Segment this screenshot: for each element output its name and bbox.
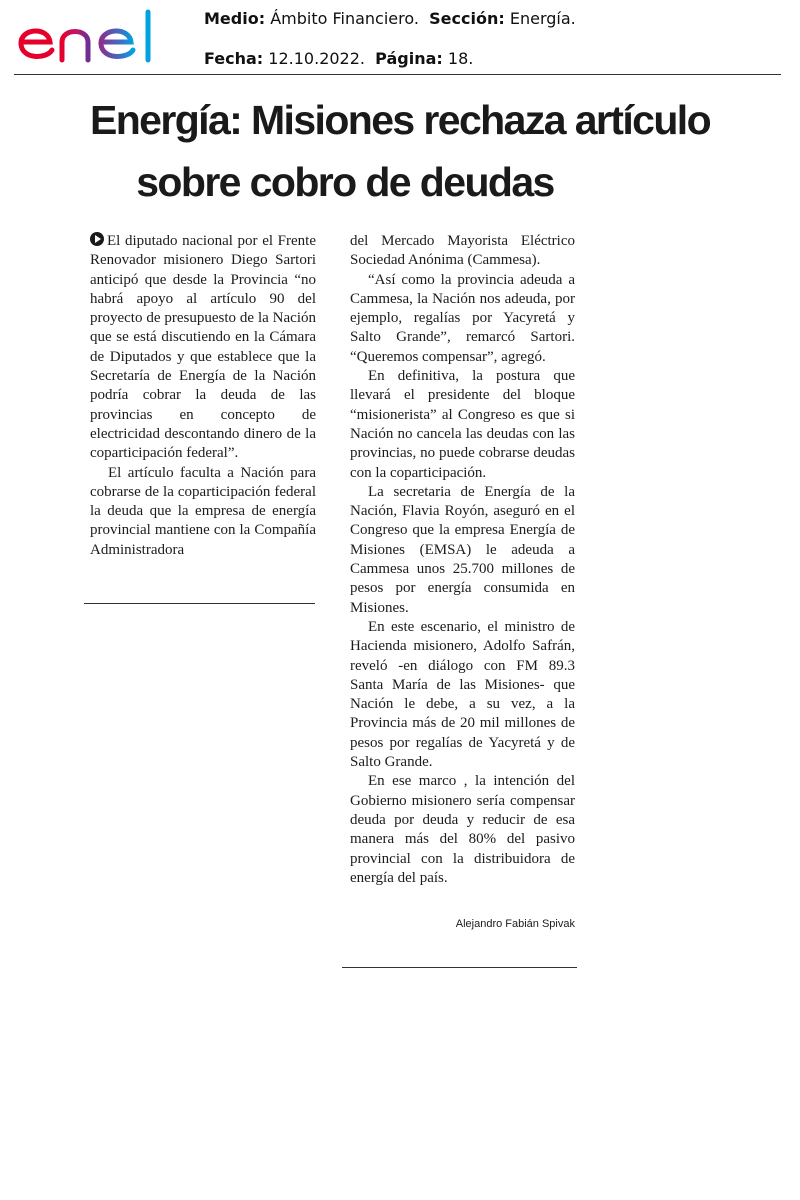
- play-arrow-icon: [90, 232, 104, 246]
- paragraph: En este escenario, el ministro de Hacienda misionero, Adolfo Safrán, reveló -en diálogo con FM 89.3 Santa María de las Misiones- que Nación le debe, a su vez, a la Provincia más de 20 mil millones de pesos por regalías de Yacyretá y de Salto Grande.: [350, 618, 575, 771]
- medio-value: Ámbito Financiero.: [270, 9, 419, 28]
- byline: Alejandro Fabián Spivak: [455, 918, 575, 930]
- fecha-label: Fecha:: [204, 49, 264, 68]
- meta-line-medio: [204, 9, 576, 28]
- left-column-divider: [84, 603, 315, 604]
- pagina-label: Página:: [375, 49, 443, 68]
- right-column-divider: [342, 967, 577, 968]
- header-divider: [14, 74, 781, 75]
- headline-line-1: Energía: Misiones rechaza artículo: [89, 97, 711, 143]
- medio-label: Medio:: [204, 9, 266, 28]
- paragraph-text: El diputado nacional por el Frente Renovador misionero Diego Sartori anticipó que desde la Provincia “no habrá apoyo al artículo 90 del proyecto de presupuesto de la Nación que se está discutiendo en la Cámara de Diputados y que establece que la Secretaría de Energía de la Nación podría cobrar la deuda de las provincias en concepto de electricidad descontando dinero de la coparticipación federal”.: [90, 233, 316, 462]
- logo-letter-e2: [101, 31, 133, 57]
- headline-line-2: sobre cobro de deudas: [136, 159, 554, 205]
- logo-letter-e1: [21, 31, 52, 57]
- meta-line-fecha: [204, 49, 473, 68]
- paragraph: La secretaria de Energía de la Nación, Flavia Royón, aseguró en el Congreso que la empresa Energía de Misiones (EMSA) le adeuda a Cammesa unos 25.700 millones de pesos por energía consumida en Misiones.: [350, 483, 575, 616]
- fecha-value: 12.10.2022.: [268, 49, 365, 68]
- seccion-label: Sección:: [429, 9, 505, 28]
- article-column-right: [350, 232, 575, 888]
- pagina-value: 18.: [447, 49, 474, 68]
- paragraph: En ese marco , la intención del Gobierno misionero sería compensar deuda por deuda y reducir de esa manera más del 80% del pasivo provincial con la distribuidora de energía del país.: [350, 773, 575, 886]
- logo-letter-n: [62, 32, 88, 61]
- paragraph: “Así como la provincia adeuda a Cammesa, la Nación nos adeuda, por ejemplo, regalías por Yacyretá y Salto Grande”, remarcó Sartori. “Queremos compensar”, agregó.: [350, 271, 575, 365]
- article-column-left: [90, 232, 316, 560]
- seccion-value: Energía.: [509, 9, 576, 28]
- enel-logo: [16, 6, 172, 66]
- paragraph: [90, 232, 316, 464]
- paragraph: El artículo faculta a Nación para cobrarse de la coparticipación federal la deuda que la empresa de energía provincial mantiene con la Compañía Administradora: [90, 464, 316, 558]
- paragraph: En definitiva, la postura que llevará el presidente del bloque “misionerista” al Congreso es que si Nación no cancela las deudas con las provincias, no puede cobrarse deudas con la coparticipación.: [350, 368, 575, 481]
- paragraph: del Mercado Mayorista Eléctrico Sociedad Anónima (Cammesa).: [350, 233, 575, 269]
